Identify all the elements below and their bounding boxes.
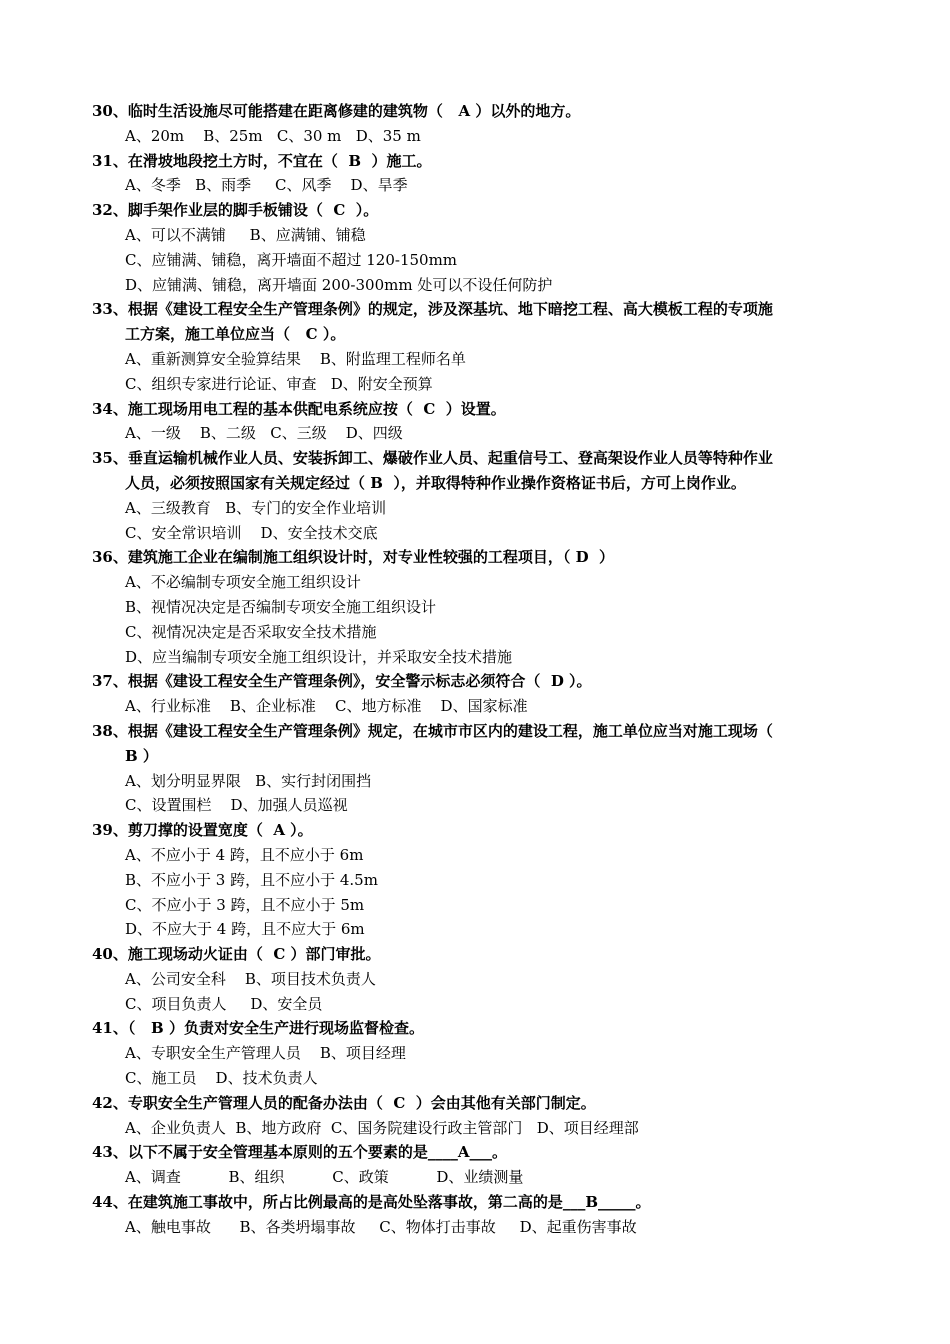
answer-options-line: A、触电事故 B、各类坍塌事故 C、物体打击事故 D、起重伤害事故	[125, 1217, 637, 1236]
answer-options-line: C、应铺满、铺稳，离开墙面不超过 120-150mm	[125, 250, 458, 269]
answer-options-line: D、应铺满、铺稳，离开墙面 200-300mm 处可以不设任何防护	[125, 275, 553, 294]
answer-options-line: C、视情况决定是否采取安全技术措施	[125, 622, 377, 641]
question-line: 33、根据《建设工程安全生产管理条例》的规定，涉及深基坑、地下暗挖工程、高大模板工程的专项施	[92, 300, 773, 319]
question-line: 34、施工现场用电工程的基本供配电系统应按（ C ）设置。	[92, 399, 506, 418]
answer-options-line: C、不应小于 3 跨，且不应小于 5m	[125, 895, 365, 914]
answer-options-line: A、公司安全科 B、项目技术负责人	[125, 969, 376, 988]
answer-options-line: A、不应小于 4 跨，且不应小于 6m	[125, 845, 364, 864]
answer-options-line: A、重新测算安全验算结果 B、附监理工程师名单	[125, 349, 466, 368]
answer-options-line: B、不应小于 3 跨，且不应小于 4.5m	[125, 870, 378, 889]
question-line: 42、专职安全生产管理人员的配备办法由（ C ）会由其他有关部门制定。	[92, 1093, 596, 1112]
question-line: 44、在建筑施工事故中，所占比例最高的是高处坠落事故，第二高的是___B_____。	[92, 1193, 651, 1212]
answer-options-line: C、组织专家进行论证、审查 D、附安全预算	[125, 374, 433, 393]
answer-options-line: A、专职安全生产管理人员 B、项目经理	[125, 1044, 406, 1063]
question-continuation-line: 人员，必须按照国家有关规定经过（ B ），并取得特种作业操作资格证书后，方可上岗作业。	[125, 473, 746, 492]
answer-options-line: A、划分明显界限 B、实行封闭围挡	[125, 771, 372, 790]
answer-options-line: C、安全常识培训 D、安全技术交底	[125, 523, 378, 542]
answer-options-line: A、调查 B、组织 C、政策 D、业绩测量	[125, 1168, 524, 1187]
answer-options-line: C、施工员 D、技术负责人	[125, 1069, 318, 1088]
question-line: 38、根据《建设工程安全生产管理条例》规定，在城市市区内的建设工程，施工单位应当对施工现场（	[92, 721, 773, 740]
question-line: 37、根据《建设工程安全生产管理条例》，安全警示标志必须符合（ D ）。	[92, 672, 592, 691]
answer-options-line: A、可以不满铺 B、应满铺、铺稳	[125, 225, 366, 244]
answer-options-line: D、应当编制专项安全施工组织设计，并采取安全技术措施	[125, 647, 513, 666]
answer-options-line: C、设置围栏 D、加强人员巡视	[125, 796, 348, 815]
question-line: 30、临时生活设施尽可能搭建在距离修建的建筑物（ A ）以外的地方。	[92, 102, 581, 120]
question-continuation-line: B ）	[125, 746, 158, 765]
answer-options-line: A、三级教育 B、专门的安全作业培训	[125, 498, 387, 517]
answer-options-line: A、行业标准 B、企业标准 C、地方标准 D、国家标准	[125, 697, 528, 716]
question-line: 32、脚手架作业层的脚手板铺设（ C ）。	[92, 201, 379, 220]
question-list	[92, 99, 890, 1240]
answer-options-line: A、企业负责人 B、地方政府 C、国务院建设行政主管部门 D、项目经理部	[125, 1118, 639, 1137]
answer-options-line: A、冬季 B、雨季 C、风季 D、旱季	[125, 176, 408, 195]
question-line: 39、剪刀撑的设置宽度（ A ）。	[92, 821, 313, 840]
answer-options-line: C、项目负责人 D、安全员	[125, 994, 323, 1013]
question-line: 35、垂直运输机械作业人员、安装拆卸工、爆破作业人员、起重信号工、登高架设作业人员等特种作业	[92, 449, 773, 468]
question-line: 36、建筑施工企业在编制施工组织设计时，对专业性较强的工程项目，（ D ）	[92, 548, 615, 567]
question-continuation-line: 工方案，施工单位应当（ C ）。	[125, 325, 346, 344]
answer-options-line: B、视情况决定是否编制专项安全施工组织设计	[125, 597, 437, 616]
question-line: 40、施工现场动火证由（ C ）部门审批。	[92, 945, 381, 964]
question-line: 43、以下不属于安全管理基本原则的五个要素的是____A___。	[92, 1143, 508, 1162]
answer-options-line: D、不应大于 4 跨，且不应大于 6m	[125, 920, 365, 939]
answer-options-line: A、20m B、25m C、30 m D、35 m	[125, 126, 421, 145]
question-line: 41、（ B ）负责对安全生产进行现场监督检查。	[92, 1019, 424, 1038]
answer-options-line: A、不必编制专项安全施工组织设计	[125, 573, 361, 592]
answer-options-line: A、一级 B、二级 C、三级 D、四级	[125, 424, 403, 443]
question-line: 31、在滑坡地段挖土方时，不宜在（ B ）施工。	[92, 151, 432, 170]
